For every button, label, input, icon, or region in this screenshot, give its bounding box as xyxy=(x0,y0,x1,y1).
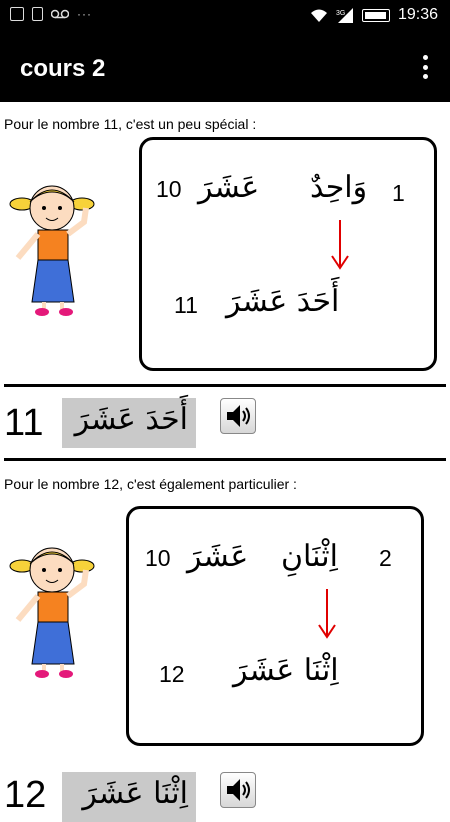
image-icon xyxy=(10,7,24,21)
unit-arabic-word: وَاحِدٌ xyxy=(310,170,368,205)
play-audio-button[interactable] xyxy=(220,398,256,434)
page-title: cours 2 xyxy=(20,55,106,82)
more-vert-icon[interactable] xyxy=(422,55,428,79)
explanation-card xyxy=(139,137,437,371)
unit-arabic-word: اِثْنَانِ xyxy=(281,539,338,574)
down-arrow-icon xyxy=(330,220,350,270)
big-number: 11 xyxy=(4,402,44,444)
big-arabic-word: أَحَدَ عَشَرَ xyxy=(74,402,188,437)
ten-number: 10 xyxy=(145,545,171,571)
big-arabic-word: اِثْنَا عَشَرَ xyxy=(82,776,188,811)
section-intro-text: Pour le nombre 12, c'est également particulier : xyxy=(4,476,297,492)
play-audio-button[interactable] xyxy=(220,772,256,808)
battery-icon xyxy=(362,9,390,22)
voicemail-icon xyxy=(51,8,69,20)
ten-arabic-word: عَشَرَ xyxy=(187,539,249,574)
app-bar xyxy=(0,33,450,102)
down-arrow-icon xyxy=(317,589,337,639)
speaker-icon xyxy=(221,399,255,433)
sd-card-icon xyxy=(32,7,43,21)
result-number: 12 xyxy=(159,661,185,687)
explanation-card xyxy=(126,506,424,746)
result-number: 11 xyxy=(174,292,198,318)
wifi-icon xyxy=(310,8,328,22)
divider xyxy=(4,384,446,387)
result-arabic-word: أَحَدَ عَشَرَ xyxy=(226,284,340,319)
clock: 19:36 xyxy=(397,6,438,23)
unit-number: 1 xyxy=(392,180,405,206)
girl-illustration xyxy=(4,178,104,318)
status-bar xyxy=(0,0,450,33)
section-intro-text: Pour le nombre 11, c'est un peu spécial : xyxy=(4,116,257,132)
divider xyxy=(4,458,446,461)
result-arabic-word: اِثْنَا عَشَرَ xyxy=(233,653,339,688)
svg-text:3G: 3G xyxy=(335,9,346,17)
girl-illustration xyxy=(4,540,104,680)
ten-arabic-word: عَشَرَ xyxy=(198,170,260,205)
arabic-word-highlight xyxy=(62,772,196,822)
unit-number: 2 xyxy=(379,545,392,571)
ten-number: 10 xyxy=(156,176,182,202)
big-number: 12 xyxy=(4,774,47,816)
signal-icon xyxy=(336,8,354,23)
arabic-word-highlight xyxy=(62,398,196,448)
more-notifications-icon: ··· xyxy=(77,7,92,21)
speaker-icon xyxy=(221,773,255,807)
